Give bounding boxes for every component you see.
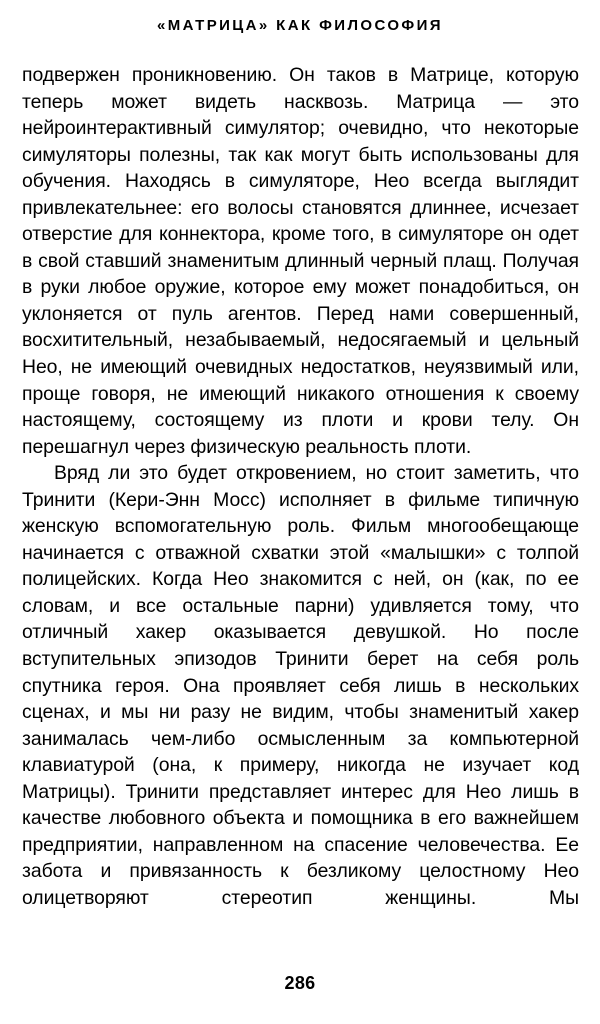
body-text-column <box>22 62 579 938</box>
page-number: 286 <box>284 973 316 993</box>
paragraph-2: Вряд ли это будет откровением, но стоит заметить, что Тринити (Кери-Энн Мосс) исполняет в фильме типичную женскую вспомогательную роль. Фильм многообещающе начинается с отважной схватки этой «малышки» с толпой полицейских. Когда Нео знакомится с ней, он (как, по ее словам, и все остальные парни) удивляется тому, что отличный хакер оказывается девушкой. Но после вступительных эпизодов Тринити берет на себя роль спутника героя. Она проявляет себя лишь в нескольких сценах, и мы ни разу не видим, чтобы знаменитый хакер занималась чем-либо осмысленным за компьютерной клавиатурой (она, к примеру, никогда не изучает код Матрицы). Тринити представляет интерес для Нео лишь в качестве любовного объекта и помощника в его важнейшем предприятии, направленном на спасение человечества. Ее забота и привязанность к безликому целостному Нео олицетворяют стереотип женщины. Мы <box>22 462 579 909</box>
paragraph-1: подвержен проникновению. Он таков в Матрице, которую теперь может видеть насквозь. Матрица — это нейроинтерактивный симулятор; очевидно, что некоторые симуляторы полезны, так как могут быть использованы для обучения. Находясь в симуляторе, Нео всегда выглядит привлекательнее: его волосы становятся длиннее, исчезает отверстие для коннектора, кроме того, в симуляторе он одет в свой ставший знаменитым длинный черный плащ. Получая в руки любое оружие, которое ему может понадобиться, он уклоняется от пуль агентов. Перед нами совершенный, восхитительный, незабываемый, недосягаемый и цельный Нео, не имеющий очевидных недостатков, неуязвимый или, проще говоря, не имеющий никакого отношения к своему настоящему, состоящему из плоти и крови телу. Он перешагнул через физическую реальность плоти. <box>22 64 579 458</box>
running-head: «МАТРИЦА» КАК ФИЛОСОФИЯ <box>157 17 443 34</box>
